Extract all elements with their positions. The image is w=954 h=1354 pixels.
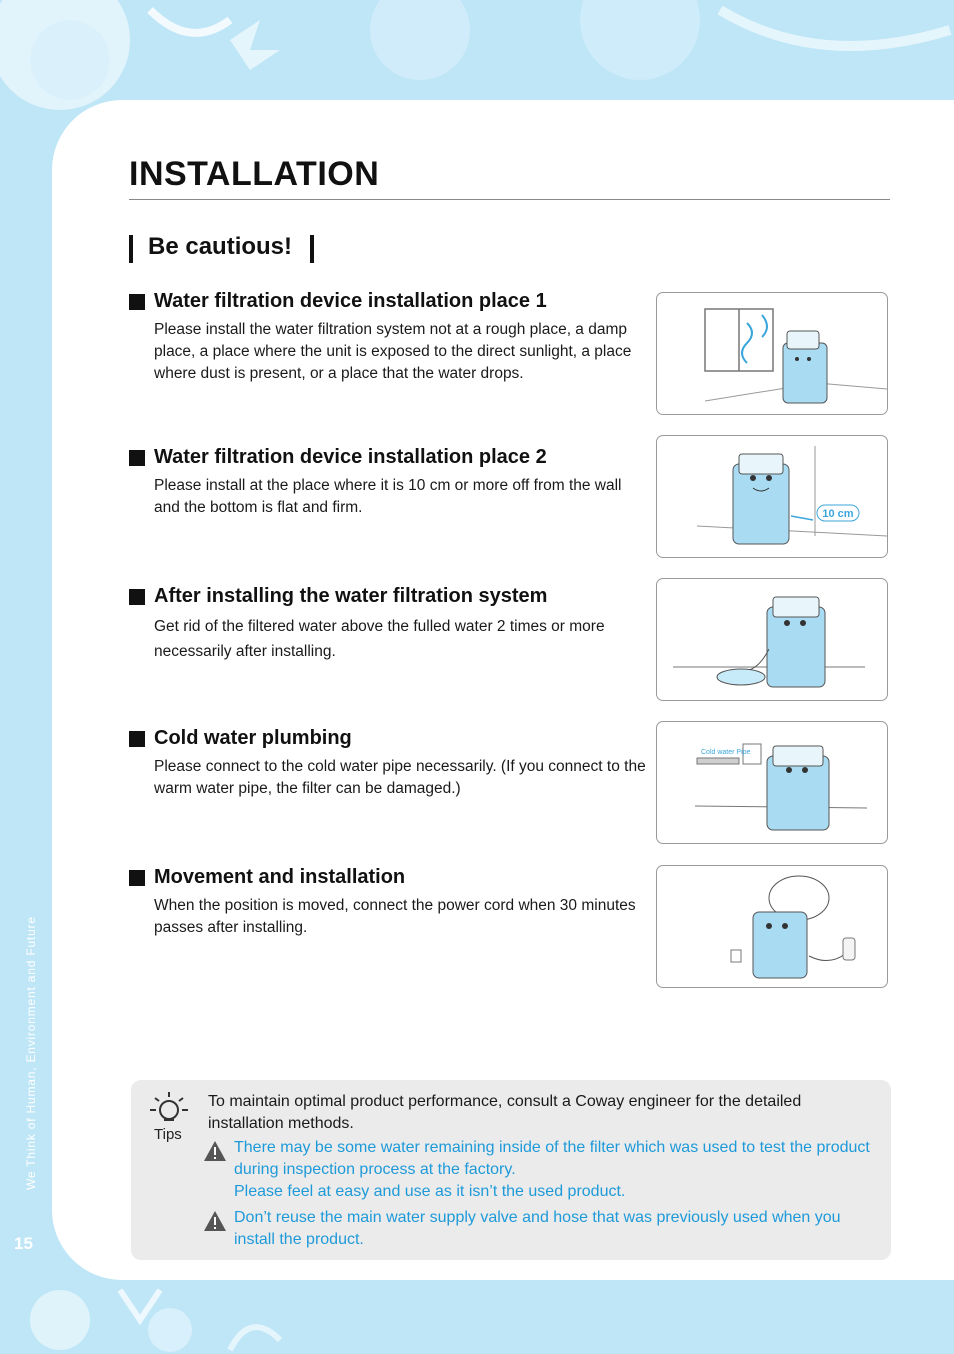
illustration-draining-water bbox=[656, 578, 888, 701]
section-body: Please install at the place where it is 10 cm or more off from the wall and the bottom is flat and firm. bbox=[154, 477, 622, 516]
section-installation-place-2 bbox=[129, 446, 649, 519]
subtitle-bar-right bbox=[310, 235, 314, 263]
section-heading: Cold water plumbing bbox=[154, 727, 352, 749]
warning-item bbox=[203, 1207, 873, 1251]
section-installation-place-1 bbox=[129, 290, 649, 385]
illustration-window-humidity bbox=[656, 292, 888, 415]
subtitle: Be cautious! bbox=[148, 233, 293, 260]
warning-item bbox=[203, 1137, 873, 1203]
illustration-power-cord bbox=[656, 865, 888, 988]
section-body: Please install the water filtration system not at a rough place, a damp place, a place where the unit is exposed to the direct sunlight, a place where dust is present, or a place that the water drops. bbox=[154, 321, 632, 382]
pipe-label: Cold water Pipe bbox=[701, 749, 751, 756]
section-heading: Movement and installation bbox=[154, 866, 406, 888]
warning-triangle-icon bbox=[203, 1210, 227, 1232]
warning-triangle-icon bbox=[203, 1140, 227, 1162]
tips-label: Tips bbox=[154, 1126, 182, 1143]
bullet-square-icon bbox=[129, 589, 145, 605]
section-body: Get rid of the filtered water above the fulled water 2 times or more necessarily after installing. bbox=[154, 618, 605, 660]
page-title: INSTALLATION bbox=[129, 155, 380, 193]
illustration-wall-distance bbox=[656, 435, 888, 558]
bullet-square-icon bbox=[129, 870, 145, 886]
section-body: When the position is moved, connect the power cord when 30 minutes passes after installing. bbox=[154, 897, 636, 936]
section-cold-water-plumbing bbox=[129, 727, 649, 800]
section-heading: Water filtration device installation place 1 bbox=[154, 290, 547, 312]
section-movement-installation bbox=[129, 866, 649, 939]
side-tagline: We Think of Human, Environment and Future bbox=[24, 916, 38, 1190]
section-body: Please connect to the cold water pipe necessarily. (If you connect to the warm water pipe, the filter can be damaged.) bbox=[154, 758, 646, 797]
bullet-square-icon bbox=[129, 450, 145, 466]
section-after-installing bbox=[129, 585, 649, 664]
tips-box bbox=[131, 1080, 891, 1260]
tips-main-text: To maintain optimal product performance, consult a Coway engineer for the detailed installation methods. bbox=[208, 1093, 802, 1132]
section-heading: After installing the water filtration system bbox=[154, 585, 548, 607]
section-heading: Water filtration device installation place 2 bbox=[154, 446, 547, 468]
bullet-square-icon bbox=[129, 731, 145, 747]
bullet-square-icon bbox=[129, 294, 145, 310]
warning-text: Don’t reuse the main water supply valve and hose that was previously used when you install the product. bbox=[234, 1209, 841, 1248]
distance-label: 10 cm bbox=[822, 508, 854, 520]
page-number: 15 bbox=[14, 1234, 33, 1253]
title-divider bbox=[129, 199, 890, 200]
subtitle-bar-left bbox=[129, 235, 133, 263]
illustration-cold-water-pipe bbox=[656, 721, 888, 844]
bottom-decoration bbox=[0, 1280, 954, 1354]
warning-text: There may be some water remaining inside of the filter which was used to test the product during inspection process at the factory. Please feel at easy and use as it isn’t the used product. bbox=[234, 1139, 870, 1200]
